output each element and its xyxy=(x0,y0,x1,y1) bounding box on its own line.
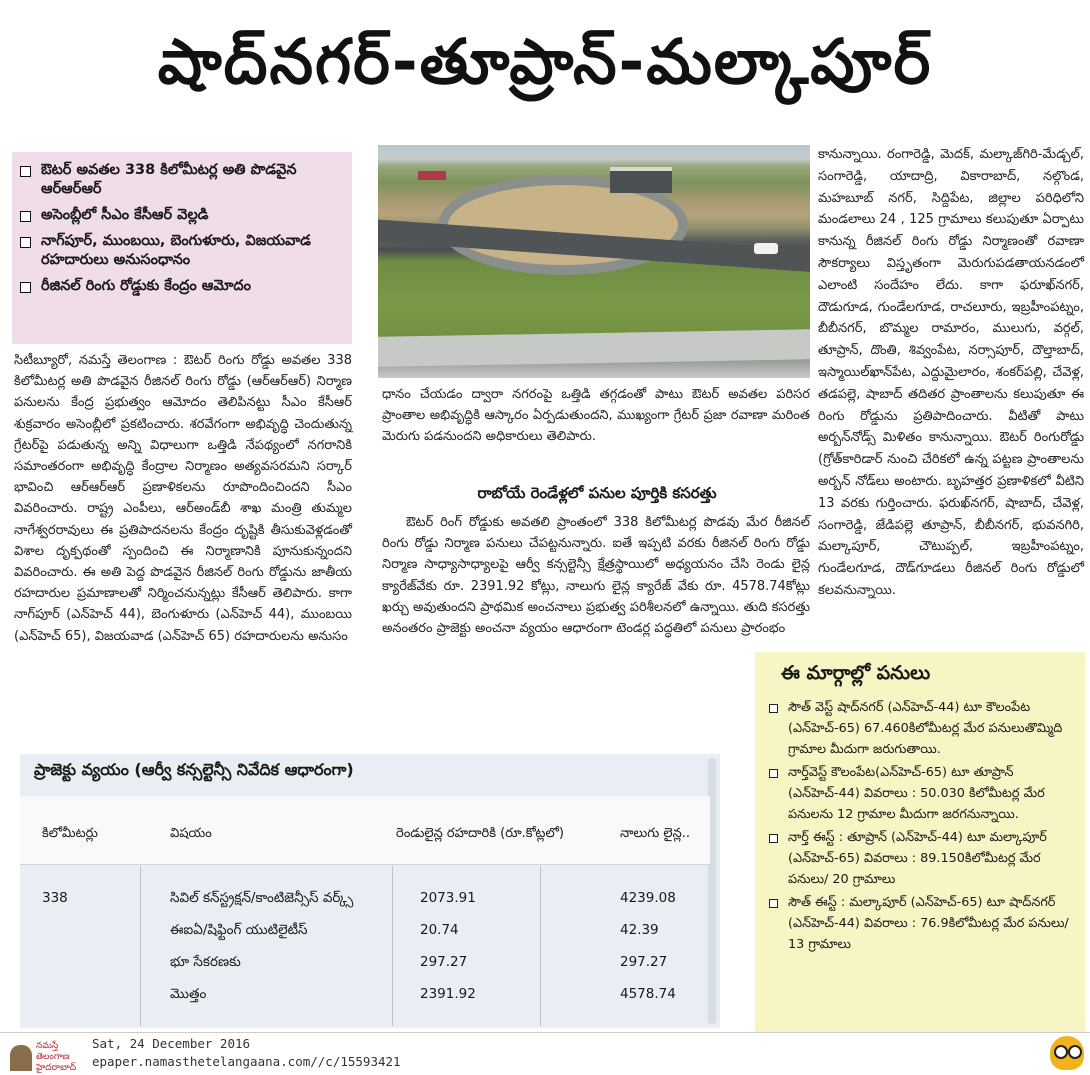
article-column-2b xyxy=(382,512,810,639)
route-item xyxy=(769,697,1079,760)
route-text: నార్త్‌వెస్ట్ కౌలంపేట(ఎన్‌హెచ్-65) టూ తూప్రాన్ (ఎన్‌హెచ్-44) వివరాలు : 50.030 కిలోమీటర్ల మేర పనులను 12 గ్రామాల మీదుగా జరగనున్నాయి. xyxy=(788,765,1045,822)
bullet-square-icon xyxy=(20,282,31,293)
cell-item-total: మొత్తం xyxy=(170,986,207,1002)
table-title: ప్రాజెక్టు వ్యయం (ఆర్వీ కన్సల్టెన్సీ నివేదిక ఆధారంగా) xyxy=(34,760,354,779)
table-body xyxy=(20,874,710,1022)
footer xyxy=(0,1032,1090,1075)
highlight-item xyxy=(16,206,348,225)
bullet-square-icon xyxy=(769,769,778,778)
highlight-item xyxy=(16,277,348,296)
route-item xyxy=(769,762,1079,825)
owl-icon[interactable] xyxy=(1050,1036,1084,1070)
route-item xyxy=(769,892,1079,955)
header-four-lane: నాలుగు లైన్ల.. xyxy=(620,826,691,841)
photo-bridge xyxy=(610,167,672,193)
table-header xyxy=(20,796,710,865)
bullet-square-icon xyxy=(769,899,778,908)
edition-date: Sat, 24 December 2016 xyxy=(92,1036,251,1051)
header-km: కిలోమీటర్లు xyxy=(42,826,98,841)
cell-item: భూ సేకరణకు xyxy=(170,954,241,970)
article-text-col2b: ఔటర్ రింగ్ రోడ్డుకు అవతలి ప్రాంతంలో 338 కిలోమీటర్ల పొడవు మేర రీజినల్ రింగు రోడ్డు నిర్మాణ పనులు చేపట్టనున్నారు. ఐతే ఇప్పటి వరకు రీజినల్ రింగు రోడ్డు నిర్మాణ సాధ్యాసాధ్యాలపై ఆర్వీ కన్సల్టెన్సీ క్షేత్రస్థాయిలో అధ్యయనం చేసి రెండు లైన్ల క్యారేజ్‌వేకు రూ. 2391.92 కోట్లు, నాలుగు లైన్ల క్యారేజ్ వేకు రూ. 4578.74కోట్లు ఖర్చు అవుతుందని ప్రాథమిక అంచనాలు ప్రభుత్వ పరిశీలనలో ఉన్నాయి. తుది కసరత్తు అనంతరం ప్రాజెక్టు అంచనా వ్యయం ఆధారంగా టెండర్ల పద్ధతిలో పనులు ప్రారంభం xyxy=(382,515,810,637)
bullet-square-icon xyxy=(769,834,778,843)
newspaper-logo[interactable] xyxy=(6,1039,88,1071)
bullet-square-icon xyxy=(20,237,31,248)
ring-road-photo xyxy=(378,145,810,378)
route-text: సౌత్ వెస్ట్ షాద్‌నగర్ (ఎన్‌హెచ్-44) టూ కౌలంపేట (ఎన్‌హెచ్-65) 67.460కిలోమీటర్ల మేర పనులుతొమ్మిది గ్రామాల మీదుగా జరుగుతాయి. xyxy=(788,700,1063,757)
route-text: సౌత్ ఈస్ట్ : మల్కాపూర్ (ఎన్‌హెచ్-65) టూ షాద్‌నగర్ (ఎన్‌హెచ్-44) వివరాలు : 76.9కిలోమీటర్ల మేర పనులు/ 13 గ్రామాలు xyxy=(788,895,1069,952)
article-text-col3: కానున్నాయి. రంగారెడ్డి, మెదక్, మల్కాజ్‌గిరి-మేడ్చల్, సంగారెడ్డి, యాదాద్రి, వికారాబాద్, నల్గొండ, మహబూబ్ నగర్, సిద్దిపేట, జిల్లాల పరిధిలోని మండలాలు 24 , 125 గ్రామాలు కలుపుతూ ఏర్పాటు కానున్న రీజినల్ రింగు రోడ్డు నిర్మాణంతో రవాణా సౌకర్యాలు విస్తృతంగా మెరుగుపడతాయనడంలో ఎలాంటి సందేహం లేదు. కాగా ఫరూఖ్‌నగర్, దౌడుగూడ, గుండేలగూడ, రాచలూరు, ఇబ్రహీంపట్నం, బీబీనగర్, బొమ్మల రామారం, ములుగు, వర్గల్, తూప్రాన్, దొంతి, శివ్వంపేట, నర్సాపూర్, దౌల్తాబాద్, ఇస్మాయిల్‌ఖాన్‌పేట, ఎద్దుమైలారం, శంకర్‌పల్లి, చేవెళ్ల, తడపల్లె, షాబాద్ తదితర ప్రాంతాలను కలుపుతూ ఈ రింగు రోడ్డును ప్రతిపాదించారు. వీటితో పాటు అర్బన్‌నోడ్స్ మిళితం కానున్నాయి. ఔటర్ రింగురోడ్డు (గ్రోత్‌కారిడార్ నుంచి చేరికలో ఉన్న పట్టణ ప్రాంతాలను అర్బన్ నోడ్‌లు అంటారు. బృహత్తర ప్రణాళికలో వీటిని 13 వరకు గుర్తించారు. ఫరుఖ్‌నగర్, షాబాద్, చేవెళ్ల, సంగారెడ్డి, జేడిపల్లె తూప్రాన్, బీబీనగర్, భువనగిరి, మల్కాపూర్, చౌటుప్పల్, ఇబ్రహీంపట్నం, గుండేలగూడ, దౌడ్‌గూడలు రీజినల్ రింగు రోడ్డులో కలవనున్నాయి. xyxy=(818,147,1084,598)
project-cost-table xyxy=(20,754,720,1028)
article-text-col2: ధానం చేయడం ద్వారా నగరంపై ఒత్తిడి తగ్గడంతో పాటు ఔటర్ అవతల పరిసర ప్రాంతాల అభివృద్ధికి ఆస్కారం ఏర్పడుతుందని, ముఖ్యంగా గ్రేటర్ ప్రజా రవాణా మరింత మెరుగు పడనుందని అధికారులు తెలిపారు. xyxy=(382,387,810,445)
highlight-text: నాగ్‌పూర్, ముంబయి, బెంగుళూరు, విజయవాడ రహదారులు అనుసంధానం xyxy=(41,233,311,268)
header-item: విషయం xyxy=(170,826,212,841)
header-two-lane: రెండులైన్ల రహదారికి (రూ.కోట్లలో) xyxy=(396,826,564,841)
highlight-item xyxy=(16,232,348,270)
photo-truck xyxy=(418,171,446,180)
routes-box xyxy=(755,652,1085,1032)
epaper-url[interactable]: epaper.namasthetelangaana.com//c/15593421 xyxy=(92,1054,401,1069)
bullet-square-icon xyxy=(769,704,778,713)
highlight-text: ఔటర్ అవతల 338 కిలోమీటర్ల అతి పొడవైన ఆర్‌ఆర్‌ఆర్ xyxy=(41,162,297,197)
headline: షాద్‌నగర్-తూప్రాన్-మల్కాపూర్ xyxy=(157,25,933,98)
charminar-icon xyxy=(10,1045,32,1071)
owl-eye xyxy=(1068,1045,1082,1059)
highlight-text: రీజినల్ రింగు రోడ్డుకు కేంద్రం ఆమోదం xyxy=(41,278,251,294)
cell-four-lane: 297.27 xyxy=(620,954,668,970)
cell-km: 338 xyxy=(42,890,68,906)
article-text-col1: సిటీబ్యూరో, నమస్తే తెలంగాణ : ఔటర్ రింగు రోడ్డు అవతల 338 కిలోమీటర్ల అతి పొడవైన రీజినల్ రింగు రోడ్డు (ఆర్‌ఆర్‌ఆర్) నిర్మాణ పనులను కేంద్ర ప్రభుత్వం ఆమోదం తెలిపినట్టు సీఎం కేసీఆర్ శుక్రవారం అసెంబ్లీలో ప్రకటించారు. శరవేగంగా అభివృద్ధి చెందుతున్న గ్రేటర్‌పై పడుతున్న అన్ని విధాలుగా ఒత్తిడి నేపథ్యంలో నగరానికి సమాంతరంగా అభివృద్ధి కేంద్రాల నిర్మాణం అత్యవసరమని సర్కార్ భావించి ఆర్‌ఆర్‌ఆర్ ప్రణాళికలను రూపొందించిందని సీఎం వివరించారు. రాష్ట్ర ఎంపీలు, ఆర్‌అండ్‌బీ శాఖ మంత్రి తుమ్మల నాగేశ్వరరావులు ఈ ప్రతిపాదనలను కేంద్రం దృష్టికి తీసుకువెళ్లడంతో విశాల దృక్పథంతో స్పందించి ఈ నిర్మాణానికి పూనుకున్నందని వివరించారు. ఈ అతి పెద్ద పొడవైన రీజినల్ రింగు రోడ్డును జాతీయ రహదారుల ప్రమాణాలతో నిర్మించనున్నట్లు కేసీఆర్ తెలిపారు. కాగా నాగ్‌పూర్ (ఎన్‌హెచ్ 44), బెంగుళూరు (ఎన్‌హెచ్ 44), ముంబయి (ఎన్‌హెచ్ 65), విజయవాడ (ఎన్‌హెచ్ 65) రహదారులను అనుసం xyxy=(14,353,352,644)
cell-four-lane: 42.39 xyxy=(620,922,659,938)
highlight-item xyxy=(16,161,348,199)
cell-two-lane: 297.27 xyxy=(420,954,468,970)
logo-text: నమస్తే తెలంగాణ హైదరాబాద్ xyxy=(36,1041,77,1073)
highlight-text: అసెంబ్లీలో సీఎం కేసీఆర్ వెల్లడి xyxy=(41,207,209,223)
article-column-3 xyxy=(818,144,1084,602)
article-column-2 xyxy=(382,384,810,448)
route-item xyxy=(769,827,1079,890)
cell-two-lane-total: 2391.92 xyxy=(420,986,476,1002)
cell-two-lane: 2073.91 xyxy=(420,890,476,906)
photo-car xyxy=(754,243,778,254)
cell-four-lane-total: 4578.74 xyxy=(620,986,676,1002)
photo-road-foreground xyxy=(378,329,810,367)
subheading: రాబోయే రెండేళ్లలో పనుల పూర్తికి కసరత్తు xyxy=(477,484,717,502)
bullet-square-icon xyxy=(20,166,31,177)
bullet-square-icon xyxy=(20,211,31,222)
highlights-box xyxy=(12,152,352,344)
cell-item: ఈఐఏ/షిఫ్టింగ్ యుటిలైటీస్ xyxy=(170,922,308,938)
cell-item: సివిల్ కన్‌స్ట్రక్షన్/కాంటిజెన్సీస్ వర్క్స్ xyxy=(170,890,354,906)
cell-two-lane: 20.74 xyxy=(420,922,459,938)
owl-eye xyxy=(1054,1045,1068,1059)
route-text: నార్త్ ఈస్ట్ : తూప్రాన్ (ఎన్‌హెచ్-44) టూ మల్కాపూర్ (ఎన్‌హెచ్-65) వివరాలు : 89.150కిలోమీటర్ల మేర పనులు/ 20 గ్రామాలు xyxy=(788,830,1047,887)
cell-four-lane: 4239.08 xyxy=(620,890,676,906)
article-column-1 xyxy=(14,350,352,647)
routes-title: ఈ మార్గాల్లో పనులు xyxy=(781,662,931,684)
